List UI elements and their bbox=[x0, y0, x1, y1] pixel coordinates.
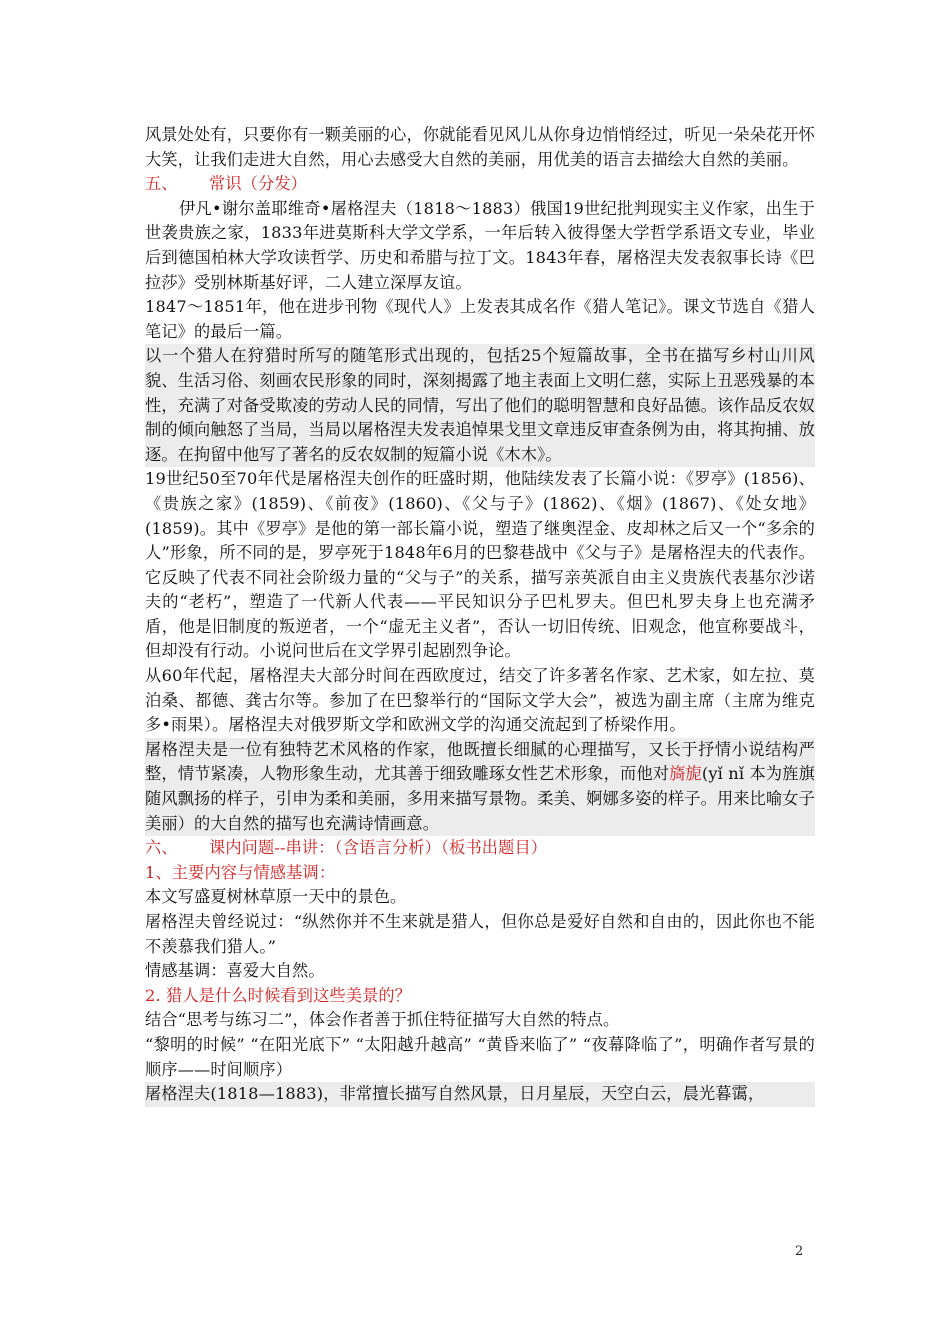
section-6-number: 六、 bbox=[145, 838, 178, 858]
question-2-line: 屠格涅夫(1818—1883)，非常擅长描写自然风景，日月星辰，天空白云，晨光暮霭， bbox=[145, 1082, 815, 1107]
section-5-paragraph: 伊凡•谢尔盖耶维奇•屠格涅夫（1818～1883）俄国19世纪批判现实主义作家，出生于世袭贵族之家，1833年进莫斯科大学文学系，一年后转入彼得堡大学哲学系语文专业，毕业后到德国柏林大学攻读哲学、历史和希腊与拉丁文。1843年春，屠格涅夫发表叙事长诗《巴拉莎》受别林斯基好评，二人建立深厚友谊。 bbox=[145, 198, 815, 292]
section-5-paragraph: 从60年代起，屠格涅夫大部分时间在西欧度过，结交了许多著名作家、艺术家，如左拉、莫泊桑、都德、龚古尔等。参加了在巴黎举行的“国际文学大会”，被选为副主席（主席为维克多•雨果）。屠格涅夫对俄罗斯文学和欧洲文学的沟通交流起到了桥梁作用。 bbox=[145, 666, 815, 735]
section-5-title: 常识（分发） bbox=[209, 174, 308, 194]
question-1-title: 1、主要内容与情感基调： bbox=[145, 862, 336, 882]
question-1-line: 屠格涅夫曾经说过：“纵然你并不生来就是猎人，但你总是爱好自然和自由的，因此你也不能不羡慕我们猎人。” bbox=[145, 912, 815, 956]
annotated-word: 旖旎 bbox=[669, 764, 702, 784]
section-5-paragraph: 1847～1851年，他在进步刊物《现代人》上发表其成名作《猎人笔记》。课文节选自《猎人笔记》的最后一篇。 bbox=[145, 297, 815, 341]
section-5-paragraph: 19世纪50至70年代是屠格涅夫创作的旺盛时期，他陆续发表了长篇小说：《罗亭》(1856)、《贵族之家》(1859)、《前夜》(1860)、《父与子》(1862)、《烟》(1867)、《处女地》(1859)。其中《罗亭》是他的第一部长篇小说，塑造了继奥涅金、皮却林之后又一个“多余的人”形象，所不同的是，罗亭死于1848年6月的巴黎巷战中《父与子》是屠格涅夫的代表作。它反映了代表不同社会阶级力量的“父与子”的关系，描写亲英派自由主义贵族代表基尔沙诺夫的“老朽”，塑造了一代新人代表——平民知识分子巴札罗夫。但巴札罗夫身上也充满矛盾，他是旧制度的叛逆者，一个“虚无主义者”，否认一切旧传统、旧观念，他宣称要战斗，但却没有行动。小说问世后在文学界引起剧烈争论。 bbox=[145, 469, 815, 661]
section-5-paragraph: 以一个猎人在狩猎时所写的随笔形式出现的，包括25个短篇故事，全书在描写乡村山川风貌、生活习俗、刻画农民形象的同时，深刻揭露了地主表面上文明仁慈，实际上丑恶残暴的本性，充满了对备受欺凌的劳动人民的同情，写出了他们的聪明智慧和良好品德。该作品反农奴制的倾向触怒了当局，当局以屠格涅夫发表追悼果戈里文章违反审查条例为由，将其拘捕、放逐。在拘留中他写了著名的反农奴制的短篇小说《木木》。 bbox=[145, 344, 815, 467]
paragraph-text: 屠格涅夫是一位有独特艺术风格的作家，他既擅长细腻的心理描写，又长于抒情小说结构严整，情节紧凑，人物形象生动，尤其善于细致雕琢女性艺术形象，而他对 bbox=[145, 739, 815, 784]
section-5-heading bbox=[145, 172, 815, 197]
section-6-title: 课内问题--串讲：（含语言分析）（板书出题目） bbox=[209, 838, 548, 858]
word-annotation: (yǐ nǐ 本为旌旗随风飘扬的样子，引申为柔和美丽，多用来描写景物。柔美、婀娜多姿的样子。用来比喻女子美丽）的大自然的描写也充满诗情画意。 bbox=[145, 764, 815, 833]
section-5-last-paragraph bbox=[145, 738, 815, 836]
section-6-heading bbox=[145, 836, 815, 861]
question-2-line: 结合“思考与练习二”，体会作者善于抓住特征描写大自然的特点。 bbox=[145, 1010, 620, 1030]
question-2-line: “黎明的时候” “在阳光底下” “太阳越升越高” “黄昏来临了” “夜幕降临了”，明确作者写景的顺序——时间顺序） bbox=[145, 1034, 815, 1079]
question-2-title: 2. 猎人是什么时候看到这些美景的？ bbox=[145, 985, 412, 1005]
page-content bbox=[145, 123, 815, 1107]
intro-paragraph: 风景处处有，只要你有一颗美丽的心，你就能看见风儿从你身边悄悄经过，听见一朵朵花开怀大笑，让我们走进大自然，用心去感受大自然的美丽，用优美的语言去描绘大自然的美丽。 bbox=[145, 125, 815, 169]
question-1-line: 情感基调：喜爱大自然。 bbox=[145, 961, 325, 981]
page-number: 2 bbox=[795, 1244, 804, 1259]
section-5-number: 五、 bbox=[145, 174, 178, 194]
question-1-line: 本文写盛夏树林草原一天中的景色。 bbox=[145, 887, 407, 907]
